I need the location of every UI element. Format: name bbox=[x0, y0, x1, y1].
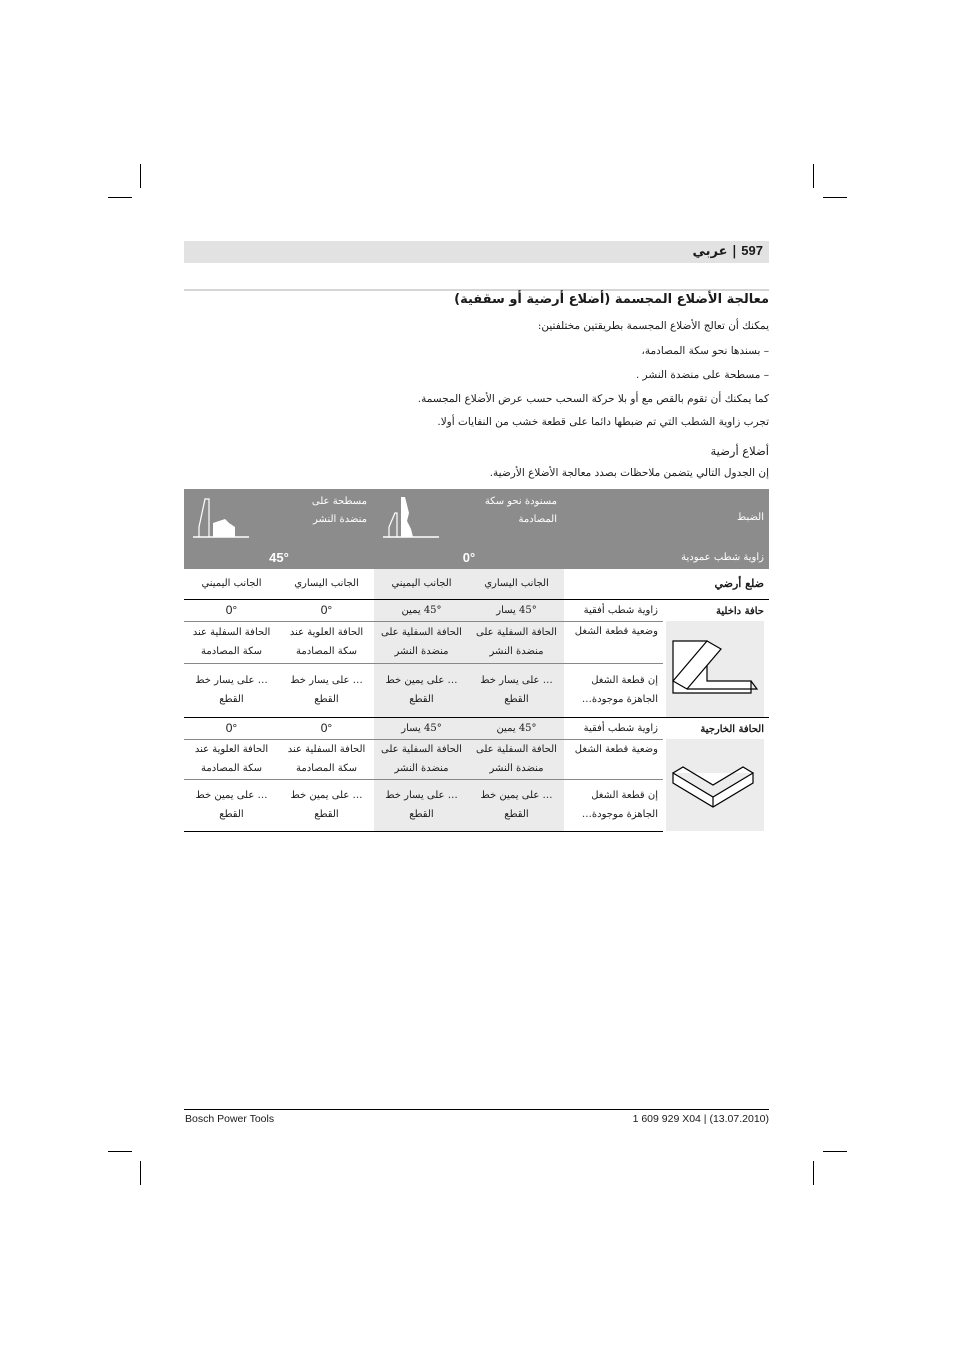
bullet-item: – مسطحة على منضدة النشر . bbox=[635, 369, 769, 381]
section-separator bbox=[184, 289, 769, 291]
inner-piece-right-flat: … على يسار خط القطع bbox=[184, 663, 279, 717]
crop-mark bbox=[108, 197, 132, 198]
outer-miter-right-fence: 45° يسار bbox=[374, 717, 469, 739]
side-header-row bbox=[184, 569, 769, 599]
bevel-fence-value: 0° bbox=[374, 545, 564, 569]
bevel-label: زاوية شطب عمودية bbox=[564, 545, 769, 569]
settings-table bbox=[184, 489, 769, 832]
miter-label: زاوية شطب أفقية bbox=[564, 717, 663, 739]
bullet-item: – بسندها نحو سكة المصادمة، bbox=[641, 345, 769, 357]
language-label: عربي bbox=[692, 244, 728, 259]
inner-edge-icon bbox=[667, 635, 763, 703]
left-side-header: الجانب اليساري bbox=[469, 569, 564, 599]
footer-doc-number: 1 609 929 X04 | (13.07.2010) bbox=[632, 1113, 769, 1125]
crop-mark bbox=[813, 1161, 814, 1185]
inner-miter-left-flat: 0° bbox=[279, 599, 374, 622]
inner-edge-label: حافة داخلية bbox=[716, 605, 764, 617]
footer-rule bbox=[184, 1109, 769, 1110]
flat-header bbox=[184, 489, 374, 545]
inner-pos-right-fence: الحافة السفلية على منضدة النشر bbox=[374, 622, 469, 663]
outer-edge-illustration bbox=[666, 739, 764, 831]
crop-mark bbox=[140, 164, 141, 188]
inner-edge-cell bbox=[663, 599, 769, 717]
outer-pos-right-fence: الحافة السفلية على منضدة النشر bbox=[374, 739, 469, 779]
inner-piece-left-fence: … على يسار خط القطع bbox=[469, 663, 564, 717]
page-number: 597 bbox=[741, 243, 763, 258]
outer-miter-right-flat: 0° bbox=[184, 717, 279, 739]
inner-pos-left-fence: الحافة السفلية على منضدة النشر bbox=[469, 622, 564, 663]
miter-label: زاوية شطب أفقية bbox=[564, 599, 663, 622]
table-row bbox=[184, 717, 769, 739]
outer-edge-cell bbox=[663, 717, 769, 831]
flat-saw-icon bbox=[191, 493, 251, 541]
footer-brand: Bosch Power Tools bbox=[185, 1113, 275, 1125]
inner-piece-left-flat: … على يسار خط القطع bbox=[279, 663, 374, 717]
right-side-header: الجانب اليميني bbox=[374, 569, 469, 599]
fence-saw-icon bbox=[381, 493, 441, 541]
outer-pos-left-fence: الحافة السفلية على منضدة النشر bbox=[469, 739, 564, 779]
crop-mark bbox=[813, 164, 814, 188]
subheading: أضلاع أرضية bbox=[710, 444, 769, 458]
outer-piece-left-flat: … على يمين خط القطع bbox=[279, 779, 374, 831]
position-label: وضعية قطعة الشغل bbox=[564, 622, 663, 663]
left-side-header: الجانب اليساري bbox=[294, 578, 359, 590]
crop-mark bbox=[108, 1151, 132, 1152]
outer-pos-right-flat: الحافة العلوية عند سكة المصادمة bbox=[184, 739, 279, 779]
right-side-header: الجانب اليميني bbox=[201, 578, 262, 590]
inner-miter-left-fence: 45° يسار bbox=[469, 599, 564, 622]
page-header-label bbox=[692, 243, 763, 259]
outer-edge-icon bbox=[667, 755, 763, 815]
inner-pos-right-flat: الحافة السفلية عند سكة المصادمة bbox=[184, 622, 279, 663]
table-intro: إن الجدول التالي يتضمن ملاحظات بصدد معالجة الأضلاع الأرضية. bbox=[489, 467, 769, 479]
inner-miter-right-fence: 45° يمين bbox=[374, 599, 469, 622]
finished-piece-label: إن قطعة الشغل الجاهزة موجودة… bbox=[564, 663, 663, 717]
bevel-flat-value: 45° bbox=[184, 545, 374, 569]
table-row bbox=[184, 599, 769, 622]
crop-mark bbox=[823, 197, 847, 198]
flat-label: مسطحة على منضدة النشر bbox=[311, 496, 367, 525]
outer-miter-left-fence: 45° يمين bbox=[469, 717, 564, 739]
crop-mark bbox=[823, 1151, 847, 1152]
outer-edge-label: الحافة الخارجية bbox=[700, 723, 764, 735]
finished-piece-label: إن قطعة الشغل الجاهزة موجودة… bbox=[564, 779, 663, 831]
intro-text: يمكنك أن تعالج الأضلاع المجسمة بطريقتين مختلفتين: bbox=[537, 320, 769, 332]
section-title: معالجة الأضلاع المجسمة (أضلاع أرضية أو سقفية) bbox=[454, 292, 769, 307]
inner-miter-right-flat: 0° bbox=[184, 599, 279, 622]
header-separator: | bbox=[732, 244, 737, 259]
outer-pos-left-flat: الحافة السفلية عند سكة المصادمة bbox=[279, 739, 374, 779]
inner-pos-left-flat: الحافة العلوية عند سكة المصادمة bbox=[279, 622, 374, 663]
floor-label: ضلع أرضي bbox=[714, 577, 764, 591]
bevel-row bbox=[184, 545, 769, 569]
setting-header: الضبط bbox=[564, 489, 769, 545]
position-label: وضعية قطعة الشغل bbox=[564, 739, 663, 779]
fence-label: مسنودة نحو سكة المصادمة bbox=[484, 496, 557, 525]
outer-piece-right-fence: … على يسار خط القطع bbox=[374, 779, 469, 831]
crop-mark bbox=[140, 1161, 141, 1185]
inner-piece-right-fence: … على يمين خط القطع bbox=[374, 663, 469, 717]
page-header bbox=[184, 241, 769, 263]
inner-edge-illustration bbox=[666, 621, 764, 717]
paragraph: تجرب زاوية الشطب التي تم ضبطها دائما على قطعة خشب من النفايات أولا. bbox=[437, 416, 769, 428]
outer-miter-left-flat: 0° bbox=[279, 717, 374, 739]
table-header-row bbox=[184, 489, 769, 545]
fence-header bbox=[374, 489, 564, 545]
outer-piece-left-fence: … على يمين خط القطع bbox=[469, 779, 564, 831]
outer-piece-right-flat: … على يمين خط القطع bbox=[184, 779, 279, 831]
paragraph: كما يمكنك أن تقوم بالقص مع أو بلا حركة السحب حسب عرض الأضلاع المجسمة. bbox=[417, 393, 769, 405]
